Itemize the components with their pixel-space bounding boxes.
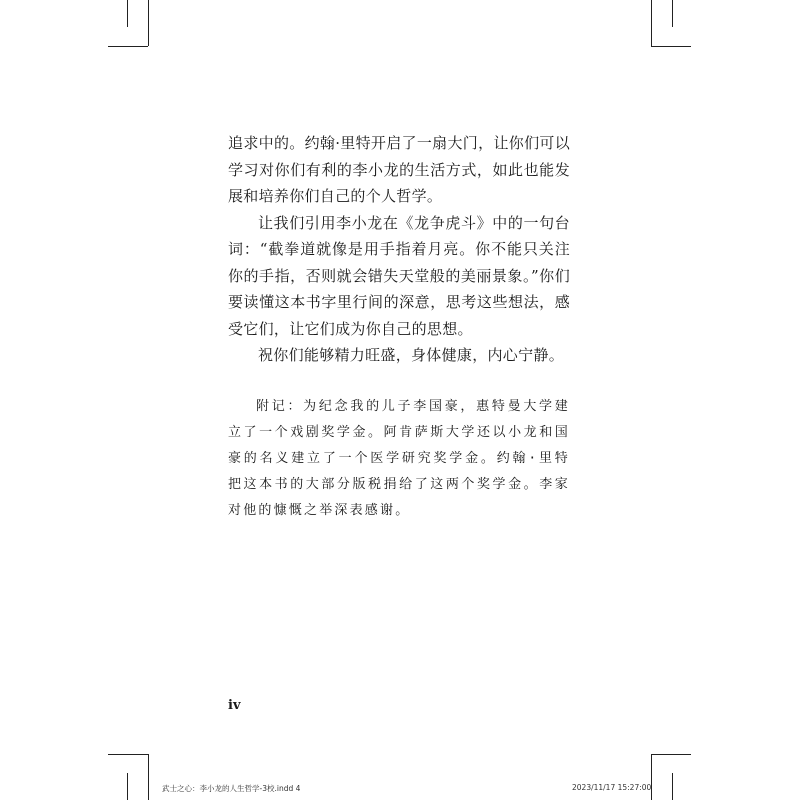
- crop-mark: [672, 0, 673, 27]
- body-text: [228, 130, 570, 369]
- slug-timestamp: 2023/11/17 15:27:00: [572, 783, 652, 792]
- body-paragraph: 追求中的。约翰·里特开启了一扇大门，让你们可以学习对你们有利的李小龙的生活方式，如此也能发展和培养你们自己的个人哲学。: [228, 134, 570, 205]
- crop-mark: [108, 754, 148, 755]
- body-paragraph: 祝你们能够精力旺盛，身体健康，内心宁静。: [258, 346, 565, 364]
- crop-mark: [672, 773, 673, 800]
- page-number: iv: [228, 698, 241, 713]
- crop-mark: [651, 754, 652, 800]
- crop-mark: [127, 773, 128, 800]
- crop-mark: [651, 46, 691, 47]
- body-paragraph: 让我们引用李小龙在《龙争虎斗》中的一句台词：“截拳道就像是用手指着月亮。你不能只关注你的手指，否则就会错失天堂般的美丽景象。”你们要读懂这本书字里行间的深意，思考这些想法，感受它们，让它们成为你自己的思想。: [228, 213, 570, 338]
- crop-mark: [148, 0, 149, 46]
- crop-mark: [651, 0, 652, 46]
- crop-mark: [651, 754, 691, 755]
- slug-file-info: 武士之心：李小龙的人生哲学-3校.indd 4: [162, 784, 301, 793]
- postscript-note: [228, 394, 570, 524]
- crop-mark: [127, 0, 128, 27]
- crop-mark: [108, 46, 148, 47]
- postscript-text: 附记：为纪念我的儿子李国豪，惠特曼大学建立了一个戏剧奖学金。阿肯萨斯大学还以小龙和国豪的名义建立了一个医学研究奖学金。约翰·里特把这本书的大部分版税捐给了这两个奖学金。李家对他的慷慨之举深表感谢。: [228, 399, 570, 518]
- crop-mark: [148, 754, 149, 800]
